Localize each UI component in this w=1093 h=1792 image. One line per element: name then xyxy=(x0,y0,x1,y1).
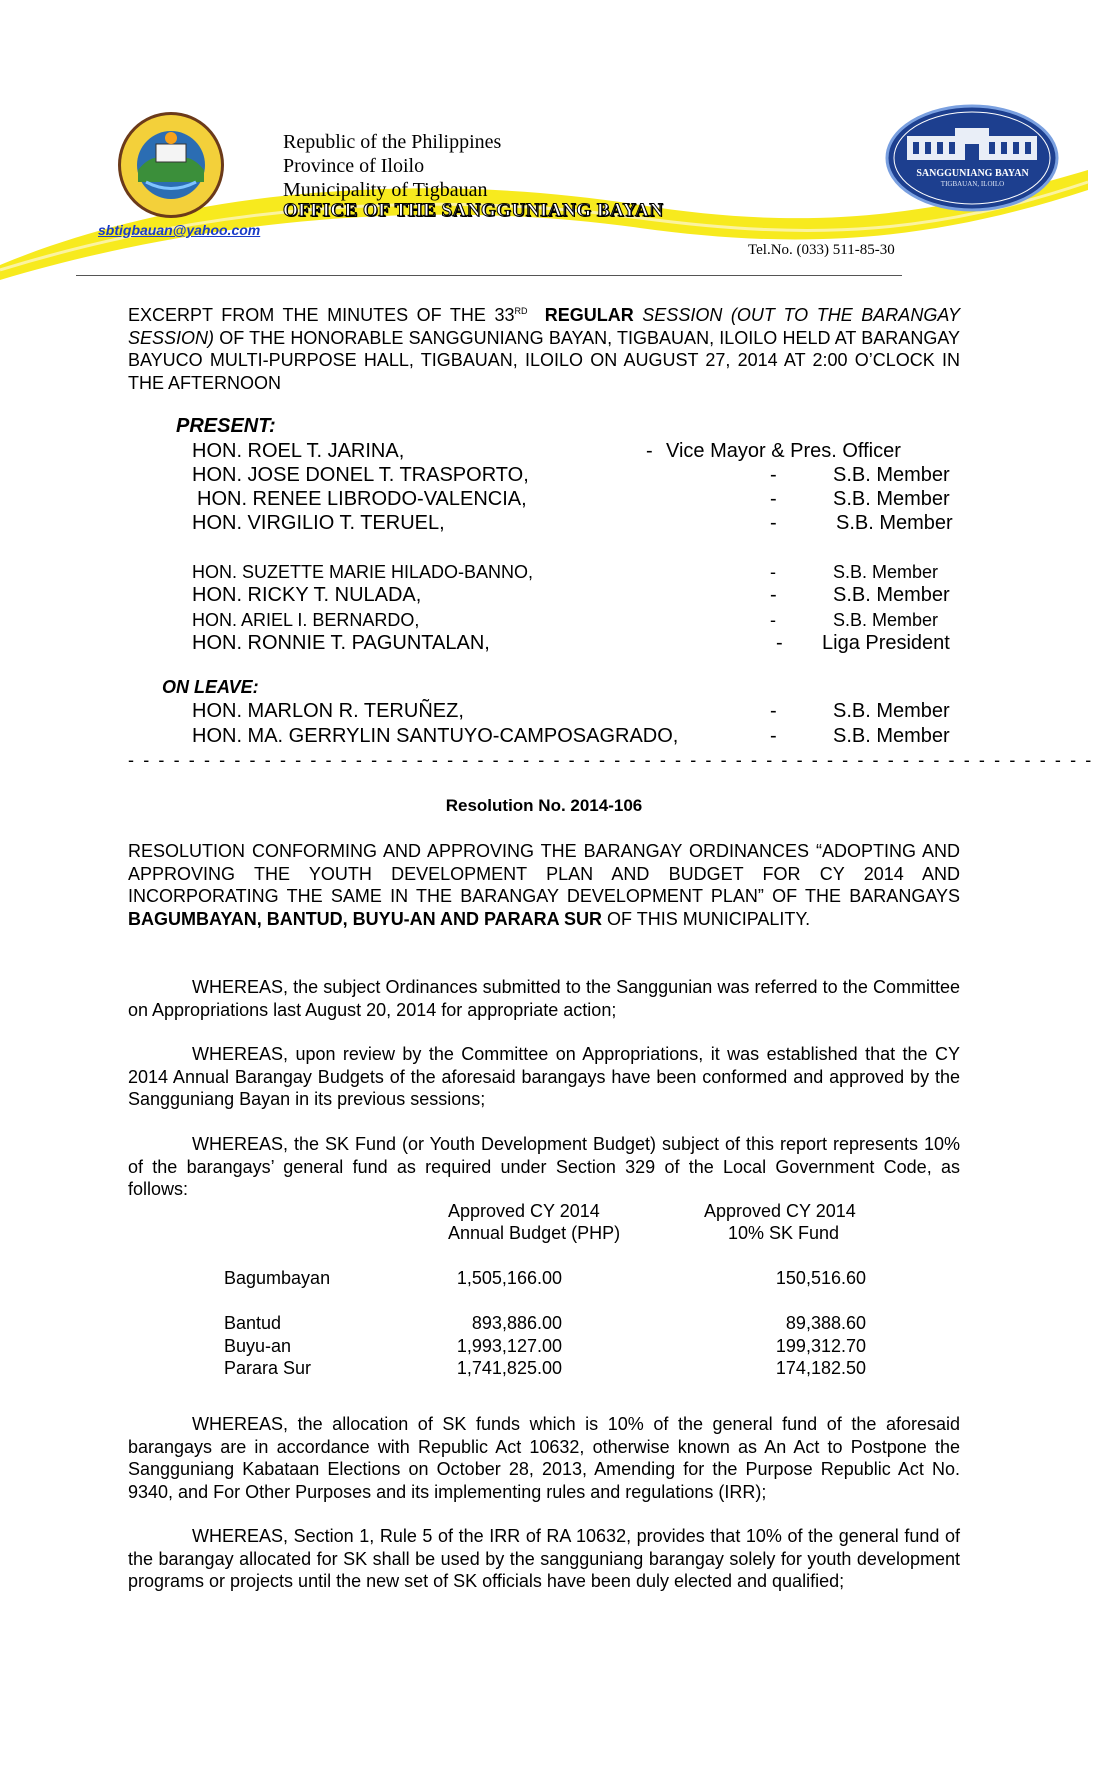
member-role: S.B. Member xyxy=(833,488,950,510)
email-link[interactable]: sbtigbauan@yahoo.com xyxy=(98,222,261,238)
resolution-title-main: RESOLUTION CONFORMING AND APPROVING THE BARANGAY ORDINANCES “ADOPTING AND APPROVING THE YOUTH DEVELOPMENT PLAN AND BUDGET FOR CY 2014 AND INCORPORATING THE SAME IN THE BARANGAY DEVELOPMENT PLAN” OF THE BARANGAYS xyxy=(128,841,960,906)
present-heading: PRESENT: xyxy=(176,415,276,437)
table-cell-barangay: Parara Sur xyxy=(224,1358,312,1378)
member-name: HON. RONNIE T. PAGUNTALAN, xyxy=(192,632,490,654)
member-name: HON. RICKY T. NULADA, xyxy=(192,584,422,606)
member-dash: - xyxy=(776,632,783,654)
telephone-number: Tel.No. (033) 511-85-30 xyxy=(748,242,895,258)
header-divider xyxy=(76,275,902,276)
member-name: HON. JOSE DONEL T. TRASPORTO, xyxy=(192,464,529,486)
table-cell-annual: 1,741,825.00 xyxy=(456,1358,562,1378)
member-role: S.B. Member xyxy=(833,725,950,747)
table-header-sk-1: Approved CY 2014 xyxy=(704,1201,856,1221)
table-cell-sk: 174,182.50 xyxy=(775,1358,866,1378)
member-role: Liga President xyxy=(822,632,950,654)
header-municipality: Municipality of Tigbauan xyxy=(283,179,488,201)
table-cell-barangay: Buyu-an xyxy=(224,1336,292,1356)
member-dash: - xyxy=(770,488,777,510)
resolution-title-end: OF THIS MUNICIPALITY. xyxy=(607,908,811,929)
seal-right-sublabel: TIGBAUAN, ILOILO xyxy=(940,180,1005,188)
member-name: HON. SUZETTE MARIE HILADO-BANNO, xyxy=(192,562,534,582)
table-cell-sk: 150,516.60 xyxy=(775,1268,866,1288)
excerpt-intro: EXCERPT FROM THE MINUTES OF THE 33 xyxy=(128,305,515,325)
whereas-paragraph-5: WHEREAS, Section 1, Rule 5 of the IRR of RA 10632, provides that 10% of the general fund of the barangay allocated for SK shall be used by the sangguniang barangay solely for youth development programs or projects until the new set of SK officials have been duly elected and qualified; xyxy=(128,1526,960,1591)
table-cell-annual: 1,505,166.00 xyxy=(456,1268,562,1288)
member-role: Vice Mayor & Pres. Officer xyxy=(666,440,901,462)
header-province: Province of Iloilo xyxy=(283,155,425,177)
member-name: HON. MA. GERRYLIN SANTUYO-CAMPOSAGRADO, xyxy=(192,725,679,747)
member-name: HON. ROEL T. JARINA, xyxy=(192,440,405,462)
excerpt-ordinal: RD xyxy=(514,306,528,316)
resolution-number: Resolution No. 2014-106 xyxy=(445,796,643,815)
table-cell-barangay: Bagumbayan xyxy=(224,1268,331,1288)
member-dash: - xyxy=(770,584,777,606)
table-cell-barangay: Bantud xyxy=(224,1313,282,1333)
whereas-paragraph-1: WHEREAS, the subject Ordinances submitted to the Sanggunian was referred to the Committee on Appropriations last August 20, 2014 for appropriate action; xyxy=(128,977,960,1020)
dashed-separator: - - - - - - - - - - - - - - - - - - - - - - - - - - - - - - - - - - - - - - - - - - - - - - - - - - - - - - - - - - - - - - - - xyxy=(128,750,1093,770)
member-role: S.B. Member xyxy=(833,700,950,722)
whereas-paragraph-3: WHEREAS, the SK Fund (or Youth Development Budget) subject of this report represents 10% of the barangays’ general fund as required under Section 329 of the Local Government Code, as follows: xyxy=(128,1134,960,1199)
sangguniang-bayan-seal-logo xyxy=(885,104,1060,212)
member-role: S.B. Member xyxy=(833,610,939,630)
member-name: HON. VIRGILIO T. TERUEL, xyxy=(192,512,445,534)
excerpt-details: OF THE HONORABLE SANGGUNIANG BAYAN, TIGBAUAN, ILOILO HELD AT BARANGAY BAYUCO MULTI-PURPOSE HALL, TIGBAUAN, ILOILO ON AUGUST 27, 2014 AT 2:00 O’CLOCK IN THE AFTERNOON xyxy=(128,327,960,393)
member-name: HON. ARIEL I. BERNARDO, xyxy=(192,610,420,630)
table-cell-sk: 89,388.60 xyxy=(785,1313,866,1333)
resolution-barangays: BAGUMBAYAN, BANTUD, BUYU-AN AND PARARA SUR xyxy=(128,908,603,929)
member-dash: - xyxy=(770,610,776,630)
member-role: S.B. Member xyxy=(836,512,953,534)
seal-right-label: SANGGUNIANG BAYAN xyxy=(916,168,1029,179)
member-role: S.B. Member xyxy=(833,464,950,486)
member-role: S.B. Member xyxy=(833,562,939,582)
table-header-annual-1: Approved CY 2014 xyxy=(448,1201,600,1221)
excerpt-paragraph xyxy=(128,300,960,394)
table-header-annual-2: Annual Budget (PHP) xyxy=(448,1223,621,1243)
table-header-sk-2: 10% SK Fund xyxy=(728,1223,840,1243)
member-dash: - xyxy=(646,440,653,462)
municipality-seal-logo xyxy=(116,110,226,220)
table-cell-annual: 1,993,127.00 xyxy=(456,1336,562,1356)
header-republic: Republic of the Philippines xyxy=(283,131,502,153)
member-dash: - xyxy=(770,562,776,582)
on-leave-heading: ON LEAVE: xyxy=(162,677,259,697)
member-name: HON. RENEE LIBRODO-VALENCIA, xyxy=(197,488,527,510)
whereas-paragraph-2: WHEREAS, upon review by the Committee on Appropriations, it was established that the CY 2014 Annual Barangay Budgets of the aforesaid barangays have been conformed and approved by the Sangguniang Bayan in its previous sessions; xyxy=(128,1044,960,1109)
header-office-title: OFFICE OF THE SANGGUNIANG BAYAN xyxy=(283,200,664,221)
member-dash: - xyxy=(770,464,777,486)
table-cell-annual: 893,886.00 xyxy=(471,1313,562,1333)
member-role: S.B. Member xyxy=(833,584,950,606)
excerpt-regular: REGULAR xyxy=(544,305,634,325)
whereas-paragraph-4: WHEREAS, the allocation of SK funds which is 10% of the general fund of the aforesaid barangays are in accordance with Republic Act 10632, otherwise known as An Act to Postpone the Sangguniang Kabataan Elections on October 28, 2013, Amending for the Purpose Republic Act No. 9340, and For Other Purposes and its implementing rules and regulations (IRR); xyxy=(128,1414,960,1502)
table-cell-sk: 199,312.70 xyxy=(775,1336,866,1356)
member-name: HON. MARLON R. TERUÑEZ, xyxy=(192,700,464,722)
member-dash: - xyxy=(770,700,777,722)
excerpt-session: SESSION (OUT TO THE BARANGAY SESSION) xyxy=(128,305,960,348)
member-dash: - xyxy=(770,725,777,747)
resolution-title xyxy=(128,840,960,930)
member-dash: - xyxy=(770,512,777,534)
